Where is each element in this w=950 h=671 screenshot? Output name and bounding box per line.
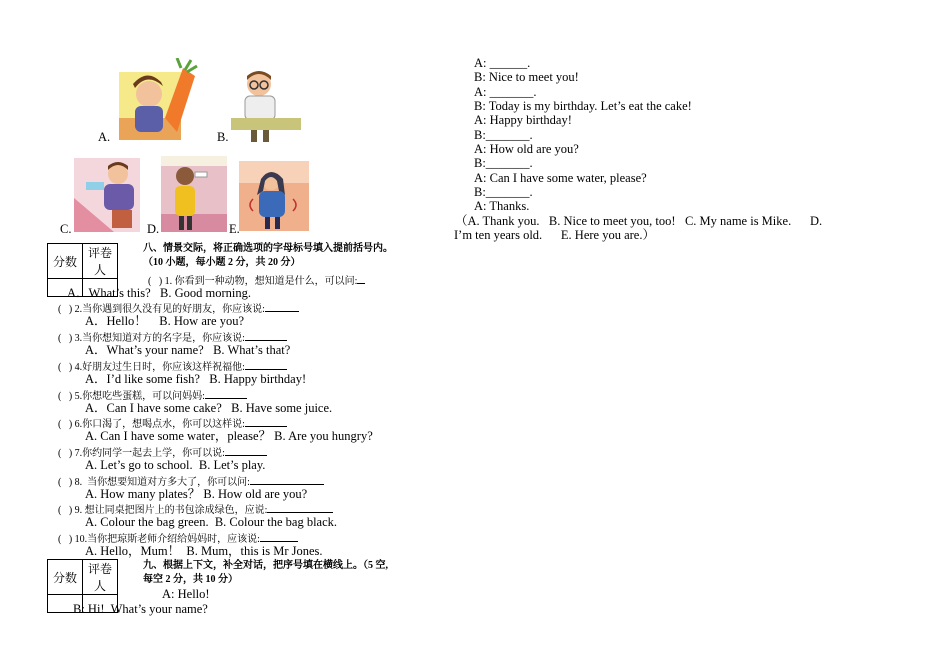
dialogue-options-line-2: I’m ten years old. E. Here you are.） (454, 228, 655, 242)
dialogue-start-a: A: Hello! (162, 587, 210, 601)
question-2-options: A．Hello！ B. How are you? (85, 314, 244, 328)
boy-with-glasses-icon (231, 66, 303, 142)
answer-blank-7[interactable] (225, 444, 267, 456)
picture-e (239, 161, 309, 231)
answer-blank-1[interactable] (357, 272, 365, 284)
answer-blank-10[interactable] (260, 530, 298, 542)
dialogue-line-3: A: _______. (474, 85, 537, 99)
picture-c (74, 158, 140, 232)
dialogue-line-6: B:_______. (474, 128, 533, 142)
question-8: ( ) 8. 当你想要知道对方多大了，你可以问: (58, 473, 324, 489)
question-1-options: A．What’s this? B. Good morning. (67, 286, 252, 300)
girl-cold-icon (239, 161, 309, 231)
dialogue-line-4: B: Today is my birthday. Let’s eat the cake! (474, 99, 692, 113)
question-5: ( ) 5.你想吃些蛋糕，可以问妈妈: (58, 387, 247, 403)
picture-letter-e: E. (229, 222, 240, 236)
dialogue-line-8: B:_______. (474, 156, 533, 170)
question-4: ( ) 4.好朋友过生日时，你应该这样祝福他: (58, 358, 287, 374)
dialogue-line-9: A: Can I have some water, please? (474, 171, 647, 185)
answer-blank-8[interactable] (250, 473, 324, 485)
picture-b (231, 66, 303, 142)
answer-blank-6[interactable] (245, 415, 287, 427)
dialogue-line-1: A: ______. (474, 56, 531, 70)
grader-label: 评卷人 (83, 244, 118, 279)
answer-blank-4[interactable] (245, 358, 287, 370)
section8-note: （10 小题，每小题 2 分，共 20 分） (143, 257, 301, 268)
dialogue-line-5: A: Happy birthday! (474, 113, 572, 127)
boy-with-carrot-icon (117, 58, 199, 142)
question-5-options: A．Can I have some cake? B. Have some juice. (85, 401, 333, 415)
question-6: ( ) 6.你口渴了，想喝点水，你可以这样说: (58, 415, 287, 431)
girl-drinking-icon (161, 156, 227, 232)
question-10: ( ) 10.当你把琼斯老师介绍给妈妈时，应该说: (58, 530, 298, 546)
dialogue-options-line-1: （A. Thank you. B. Nice to meet you, too! C. My name is Mike. D. (455, 214, 823, 228)
picture-letter-c: C. (60, 222, 72, 236)
question-7: ( ) 7.你约同学一起去上学，你可以说: (58, 444, 267, 460)
question-9-options: A. Colour the bag green. B. Colour the bag black. (85, 515, 338, 529)
boy-with-chalk-icon (74, 158, 140, 232)
answer-blank-2[interactable] (265, 300, 299, 312)
answer-blank-5[interactable] (205, 387, 247, 399)
picture-a (117, 58, 199, 142)
picture-letter-a: A. (98, 130, 111, 144)
section9-title: 九、根据上下文，补全对话，把序号填在横线上。（5 空, (143, 560, 388, 571)
question-7-options: A. Let’s go to school. B. Let’s play. (85, 458, 266, 472)
question-8-options: A. How many plates？ B. How old are you? (85, 487, 308, 501)
question-10-options: A. Hello，Mum！ B. Mum，this is Mr Jones. (85, 544, 323, 558)
question-3-options: A．What’s your name? B. What’s that? (85, 343, 291, 357)
grader-label: 评卷人 (83, 560, 118, 595)
section8-title: 八、情景交际，将正确选项的字母标号填入提前括号内。 (143, 243, 393, 254)
question-9: ( ) 9. 想让同桌把图片上的书包涂成绿色，应说: (58, 501, 333, 517)
dialogue-start-b: B: Hi! What’s your name? (73, 602, 208, 616)
question-1: ( ) 1. 你看到一种动物，想知道是什么，可以问: (148, 272, 365, 288)
answer-blank-3[interactable] (245, 329, 287, 341)
question-2: ( ) 2.当你遇到很久没有见的好朋友，你应该说: (58, 300, 299, 316)
question-3: ( ) 3.当你想知道对方的名字是，你应该说: (58, 329, 287, 345)
picture-letter-d: D. (147, 222, 160, 236)
dialogue-line-7: A: How old are you? (474, 142, 579, 156)
picture-letter-b: B. (217, 130, 229, 144)
picture-d (161, 156, 227, 232)
score-label: 分数 (48, 560, 83, 595)
dialogue-line-10: B:_______. (474, 185, 533, 199)
question-4-options: A．I’d like some fish? B. Happy birthday! (85, 372, 307, 386)
dialogue-line-2: B: Nice to meet you! (474, 70, 579, 84)
section9-note: 每空 2 分，共 10 分） (143, 574, 238, 585)
question-6-options: A. Can I have some water，please？ B. Are you hungry? (85, 429, 373, 443)
score-label: 分数 (48, 244, 83, 279)
dialogue-line-11: A: Thanks. (474, 199, 530, 213)
answer-blank-9[interactable] (267, 501, 333, 513)
